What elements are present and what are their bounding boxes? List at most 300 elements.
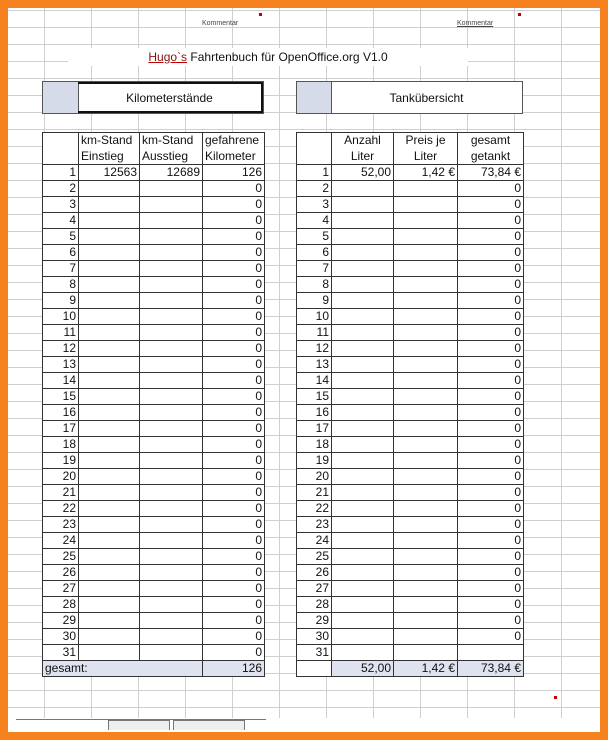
table-row: [297, 485, 524, 501]
table-row: [43, 373, 265, 389]
liter-cell[interactable]: [332, 341, 394, 357]
row-number-cell[interactable]: 12: [297, 341, 332, 357]
total-cell[interactable]: 0: [458, 277, 524, 293]
km-driven-cell[interactable]: 0: [203, 293, 265, 309]
km-driven-cell[interactable]: 0: [203, 373, 265, 389]
total-cell[interactable]: 0: [458, 597, 524, 613]
km-driven-cell[interactable]: 0: [203, 405, 265, 421]
total-cell[interactable]: 0: [458, 613, 524, 629]
km-start-cell[interactable]: [79, 533, 140, 549]
table-row: [297, 293, 524, 309]
km-driven-cell[interactable]: 0: [203, 597, 265, 613]
km-driven-cell[interactable]: 0: [203, 485, 265, 501]
km-end-cell[interactable]: [140, 261, 203, 277]
km-end-cell[interactable]: [140, 501, 203, 517]
row-number-cell[interactable]: 7: [297, 261, 332, 277]
liter-cell[interactable]: [332, 293, 394, 309]
km-driven-cell[interactable]: 0: [203, 341, 265, 357]
row-number-cell[interactable]: 15: [297, 389, 332, 405]
table-row: [297, 309, 524, 325]
km-driven-cell[interactable]: 0: [203, 533, 265, 549]
liter-cell[interactable]: [332, 181, 394, 197]
km-start-cell[interactable]: [79, 501, 140, 517]
km-end-cell[interactable]: [140, 533, 203, 549]
km-driven-cell[interactable]: 0: [203, 645, 265, 661]
price-cell[interactable]: [394, 581, 458, 597]
row-number-cell[interactable]: 27: [297, 581, 332, 597]
header-cell[interactable]: getankt: [458, 149, 524, 165]
liter-cell[interactable]: 52,00: [332, 165, 394, 181]
row-number-cell[interactable]: 4: [297, 213, 332, 229]
row-number-cell[interactable]: 20: [43, 469, 79, 485]
km-start-cell[interactable]: [79, 341, 140, 357]
km-driven-cell[interactable]: 0: [203, 613, 265, 629]
liter-cell[interactable]: [332, 373, 394, 389]
liter-cell[interactable]: [332, 629, 394, 645]
liter-cell[interactable]: [332, 533, 394, 549]
total-cell[interactable]: 0: [458, 581, 524, 597]
row-number-cell[interactable]: 24: [297, 533, 332, 549]
km-driven-cell[interactable]: 0: [203, 581, 265, 597]
price-cell[interactable]: [394, 565, 458, 581]
km-driven-cell[interactable]: 0: [203, 437, 265, 453]
km-driven-cell[interactable]: 0: [203, 549, 265, 565]
table-row: [43, 565, 265, 581]
km-start-cell[interactable]: [79, 469, 140, 485]
comment-indicator-icon[interactable]: [259, 13, 262, 16]
liter-cell[interactable]: [332, 213, 394, 229]
row-number-cell[interactable]: 28: [297, 597, 332, 613]
km-driven-cell[interactable]: 0: [203, 229, 265, 245]
price-cell[interactable]: [394, 245, 458, 261]
total-cell[interactable]: 0: [458, 421, 524, 437]
km-end-cell[interactable]: [140, 405, 203, 421]
km-end-cell[interactable]: [140, 613, 203, 629]
km-end-cell[interactable]: [140, 469, 203, 485]
price-cell[interactable]: [394, 597, 458, 613]
km-end-cell[interactable]: [140, 645, 203, 661]
table-row: [43, 629, 265, 645]
liter-cell[interactable]: [332, 581, 394, 597]
row-number-cell[interactable]: 30: [43, 629, 79, 645]
price-cell[interactable]: [394, 277, 458, 293]
km-driven-cell[interactable]: 0: [203, 389, 265, 405]
total-cell[interactable]: 0: [458, 373, 524, 389]
sheet-tab[interactable]: [173, 720, 245, 730]
row-number-cell[interactable]: 10: [297, 309, 332, 325]
row-number-cell[interactable]: 30: [297, 629, 332, 645]
table-row: [43, 485, 265, 501]
km-end-cell[interactable]: [140, 277, 203, 293]
km-end-cell[interactable]: [140, 629, 203, 645]
price-cell[interactable]: [394, 213, 458, 229]
km-end-cell[interactable]: [140, 229, 203, 245]
price-cell[interactable]: [394, 325, 458, 341]
total-cell[interactable]: [458, 645, 524, 661]
total-cell[interactable]: 0: [458, 405, 524, 421]
liter-cell[interactable]: [332, 517, 394, 533]
km-end-cell[interactable]: [140, 389, 203, 405]
row-number-cell[interactable]: 1: [297, 165, 332, 181]
km-start-cell[interactable]: [79, 581, 140, 597]
cell[interactable]: [297, 133, 332, 149]
cell[interactable]: [43, 149, 79, 165]
km-start-cell[interactable]: [79, 645, 140, 661]
km-end-cell[interactable]: [140, 293, 203, 309]
row-number-cell[interactable]: 19: [297, 453, 332, 469]
km-end-cell[interactable]: [140, 549, 203, 565]
row-number-cell[interactable]: 22: [43, 501, 79, 517]
km-start-cell[interactable]: [79, 213, 140, 229]
price-cell[interactable]: [394, 341, 458, 357]
row-number-cell[interactable]: 26: [297, 565, 332, 581]
row-number-cell[interactable]: 21: [297, 485, 332, 501]
km-end-cell[interactable]: [140, 437, 203, 453]
sheet-title[interactable]: [68, 48, 468, 66]
header-cell[interactable]: Anzahl: [332, 133, 394, 149]
total-cell[interactable]: 0: [458, 501, 524, 517]
price-cell[interactable]: [394, 197, 458, 213]
liter-cell[interactable]: [332, 597, 394, 613]
km-start-cell[interactable]: [79, 197, 140, 213]
km-end-cell[interactable]: [140, 517, 203, 533]
km-driven-cell[interactable]: 0: [203, 469, 265, 485]
km-driven-cell[interactable]: 0: [203, 181, 265, 197]
km-end-cell[interactable]: [140, 485, 203, 501]
row-number-cell[interactable]: 23: [297, 517, 332, 533]
km-end-cell[interactable]: [140, 421, 203, 437]
km-driven-cell[interactable]: 0: [203, 245, 265, 261]
row-number-cell[interactable]: 5: [43, 229, 79, 245]
row-number-cell[interactable]: 15: [43, 389, 79, 405]
total-cell[interactable]: 0: [458, 629, 524, 645]
header-cell[interactable]: km-Stand: [140, 133, 203, 149]
row-number-cell[interactable]: 19: [43, 453, 79, 469]
price-cell[interactable]: [394, 373, 458, 389]
total-cell[interactable]: 0: [458, 533, 524, 549]
total-cell[interactable]: 0: [458, 181, 524, 197]
price-cell[interactable]: [394, 485, 458, 501]
row-number-cell[interactable]: 8: [43, 277, 79, 293]
km-driven-cell[interactable]: 0: [203, 565, 265, 581]
km-end-cell[interactable]: [140, 181, 203, 197]
row-number-cell[interactable]: 3: [297, 197, 332, 213]
price-cell[interactable]: [394, 181, 458, 197]
price-cell[interactable]: [394, 533, 458, 549]
header-cell[interactable]: Preis je: [394, 133, 458, 149]
row-number-cell[interactable]: 16: [297, 405, 332, 421]
liter-cell[interactable]: [332, 549, 394, 565]
row-number-cell[interactable]: 28: [43, 597, 79, 613]
total-cell[interactable]: 0: [458, 229, 524, 245]
km-start-cell[interactable]: [79, 517, 140, 533]
km-start-cell[interactable]: [79, 389, 140, 405]
km-driven-cell[interactable]: 126: [203, 165, 265, 181]
row-number-cell[interactable]: 25: [297, 549, 332, 565]
km-start-cell[interactable]: [79, 453, 140, 469]
total-cell[interactable]: 0: [458, 325, 524, 341]
row-number-cell[interactable]: 31: [297, 645, 332, 661]
km-driven-cell[interactable]: 0: [203, 309, 265, 325]
liter-cell[interactable]: [332, 453, 394, 469]
price-cell[interactable]: [394, 309, 458, 325]
price-cell[interactable]: [394, 549, 458, 565]
cell[interactable]: [297, 661, 332, 677]
price-cell[interactable]: [394, 421, 458, 437]
price-cell[interactable]: [394, 645, 458, 661]
header-cell[interactable]: Liter: [332, 149, 394, 165]
liter-cell[interactable]: [332, 325, 394, 341]
liter-cell[interactable]: [332, 645, 394, 661]
row-number-cell[interactable]: 1: [43, 165, 79, 181]
km-driven-cell[interactable]: 0: [203, 325, 265, 341]
km-driven-cell[interactable]: 0: [203, 197, 265, 213]
km-start-cell[interactable]: [79, 485, 140, 501]
spreadsheet-canvas[interactable]: [8, 8, 600, 732]
row-number-cell[interactable]: 29: [297, 613, 332, 629]
table-row: [43, 389, 265, 405]
km-end-cell[interactable]: [140, 597, 203, 613]
km-driven-cell[interactable]: 0: [203, 277, 265, 293]
header-cell[interactable]: Ausstieg: [140, 149, 203, 165]
liter-cell[interactable]: [332, 437, 394, 453]
liter-cell[interactable]: [332, 261, 394, 277]
row-number-cell[interactable]: 4: [43, 213, 79, 229]
total-cell[interactable]: 0: [458, 197, 524, 213]
row-number-cell[interactable]: 14: [297, 373, 332, 389]
row-number-cell[interactable]: 16: [43, 405, 79, 421]
total-cell[interactable]: 0: [458, 245, 524, 261]
row-number-cell[interactable]: 17: [297, 421, 332, 437]
row-number-cell[interactable]: 25: [43, 549, 79, 565]
km-end-cell[interactable]: [140, 213, 203, 229]
total-label-cell[interactable]: gesamt:: [43, 661, 203, 677]
km-driven-cell[interactable]: 0: [203, 421, 265, 437]
total-cell[interactable]: 0: [458, 389, 524, 405]
km-start-cell[interactable]: [79, 245, 140, 261]
liter-cell[interactable]: [332, 421, 394, 437]
km-start-cell[interactable]: [79, 229, 140, 245]
price-cell[interactable]: [394, 517, 458, 533]
total-cell[interactable]: 0: [458, 453, 524, 469]
total-cell[interactable]: 0: [458, 549, 524, 565]
header-cell[interactable]: gefahrene: [203, 133, 265, 149]
table-row: [43, 325, 265, 341]
header-cell[interactable]: Liter: [394, 149, 458, 165]
km-start-cell[interactable]: [79, 181, 140, 197]
row-number-cell[interactable]: 12: [43, 341, 79, 357]
tank-header-box[interactable]: [296, 81, 523, 114]
km-start-cell[interactable]: [79, 293, 140, 309]
liter-cell[interactable]: [332, 389, 394, 405]
row-number-cell[interactable]: 26: [43, 565, 79, 581]
row-number-cell[interactable]: 6: [297, 245, 332, 261]
km-driven-cell[interactable]: 0: [203, 501, 265, 517]
row-number-cell[interactable]: 2: [43, 181, 79, 197]
row-number-cell[interactable]: 23: [43, 517, 79, 533]
price-cell[interactable]: [394, 357, 458, 373]
comment-indicator-icon[interactable]: [554, 696, 557, 699]
km-start-cell[interactable]: [79, 405, 140, 421]
km-end-cell[interactable]: [140, 581, 203, 597]
row-number-cell[interactable]: 14: [43, 373, 79, 389]
price-cell[interactable]: [394, 453, 458, 469]
row-number-cell[interactable]: 18: [297, 437, 332, 453]
price-cell[interactable]: [394, 501, 458, 517]
table-row: [297, 437, 524, 453]
row-number-cell[interactable]: 11: [43, 325, 79, 341]
total-cell[interactable]: 0: [458, 261, 524, 277]
header-cell[interactable]: Einstieg: [79, 149, 140, 165]
table-row: [43, 469, 265, 485]
liter-cell[interactable]: [332, 485, 394, 501]
row-number-cell[interactable]: 13: [297, 357, 332, 373]
liter-cell[interactable]: [332, 245, 394, 261]
header-cell[interactable]: Kilometer: [203, 149, 265, 165]
row-number-cell[interactable]: 11: [297, 325, 332, 341]
total-price-cell[interactable]: 1,42 €: [394, 661, 458, 677]
row-number-cell[interactable]: 22: [297, 501, 332, 517]
liter-cell[interactable]: [332, 229, 394, 245]
km-start-cell[interactable]: [79, 357, 140, 373]
total-cell[interactable]: 0: [458, 437, 524, 453]
cell[interactable]: [43, 133, 79, 149]
row-number-cell[interactable]: 18: [43, 437, 79, 453]
table-row: [297, 229, 524, 245]
km-driven-cell[interactable]: 0: [203, 213, 265, 229]
total-km-cell[interactable]: 126: [203, 661, 265, 677]
total-cell[interactable]: 0: [458, 309, 524, 325]
total-cell[interactable]: 0: [458, 565, 524, 581]
km-start-cell[interactable]: 12563: [79, 165, 140, 181]
liter-cell[interactable]: [332, 197, 394, 213]
total-cell[interactable]: 73,84 €: [458, 165, 524, 181]
total-cell[interactable]: 0: [458, 469, 524, 485]
km-start-cell[interactable]: [79, 261, 140, 277]
row-number-cell[interactable]: 20: [297, 469, 332, 485]
row-number-cell[interactable]: 24: [43, 533, 79, 549]
price-cell[interactable]: [394, 293, 458, 309]
price-cell[interactable]: [394, 405, 458, 421]
km-start-cell[interactable]: [79, 277, 140, 293]
km-start-cell[interactable]: [79, 309, 140, 325]
table-row: [297, 405, 524, 421]
km-start-cell[interactable]: [79, 597, 140, 613]
row-number-cell[interactable]: 2: [297, 181, 332, 197]
price-cell[interactable]: [394, 469, 458, 485]
km-end-cell[interactable]: [140, 325, 203, 341]
table-row: [297, 389, 524, 405]
table-row: [297, 181, 524, 197]
total-sum-cell[interactable]: 73,84 €: [458, 661, 524, 677]
table-row: [297, 213, 524, 229]
kilometer-header-box[interactable]: [42, 81, 264, 114]
km-start-cell[interactable]: [79, 613, 140, 629]
liter-cell[interactable]: [332, 469, 394, 485]
km-start-cell[interactable]: [79, 565, 140, 581]
total-cell[interactable]: 0: [458, 517, 524, 533]
liter-cell[interactable]: [332, 309, 394, 325]
liter-cell[interactable]: [332, 501, 394, 517]
total-liter-cell[interactable]: 52,00: [332, 661, 394, 677]
row-number-cell[interactable]: 13: [43, 357, 79, 373]
table-row: [43, 437, 265, 453]
row-number-cell[interactable]: 9: [43, 293, 79, 309]
km-end-cell[interactable]: [140, 197, 203, 213]
row-number-cell[interactable]: 31: [43, 645, 79, 661]
liter-cell[interactable]: [332, 565, 394, 581]
row-number-cell[interactable]: 10: [43, 309, 79, 325]
table-row: [297, 613, 524, 629]
price-cell[interactable]: [394, 261, 458, 277]
cell[interactable]: [297, 149, 332, 165]
table-row: [43, 181, 265, 197]
km-start-cell[interactable]: [79, 629, 140, 645]
km-start-cell[interactable]: [79, 421, 140, 437]
price-cell[interactable]: [394, 613, 458, 629]
sheet-tab[interactable]: [108, 720, 170, 730]
row-number-cell[interactable]: 21: [43, 485, 79, 501]
table-row: [43, 501, 265, 517]
km-start-cell[interactable]: [79, 325, 140, 341]
km-driven-cell[interactable]: 0: [203, 629, 265, 645]
header-cell[interactable]: gesamt: [458, 133, 524, 149]
km-start-cell[interactable]: [79, 549, 140, 565]
row-number-cell[interactable]: 9: [297, 293, 332, 309]
km-start-cell[interactable]: [79, 373, 140, 389]
row-number-cell[interactable]: 17: [43, 421, 79, 437]
km-end-cell[interactable]: [140, 373, 203, 389]
row-number-cell[interactable]: 3: [43, 197, 79, 213]
row-number-cell[interactable]: 7: [43, 261, 79, 277]
km-end-cell[interactable]: [140, 453, 203, 469]
total-cell[interactable]: 0: [458, 341, 524, 357]
km-driven-cell[interactable]: 0: [203, 261, 265, 277]
row-number-cell[interactable]: 8: [297, 277, 332, 293]
total-cell[interactable]: 0: [458, 293, 524, 309]
km-driven-cell[interactable]: 0: [203, 517, 265, 533]
row-number-cell[interactable]: 27: [43, 581, 79, 597]
price-cell[interactable]: [394, 389, 458, 405]
km-driven-cell[interactable]: 0: [203, 357, 265, 373]
header-cell[interactable]: km-Stand: [79, 133, 140, 149]
km-end-cell[interactable]: 12689: [140, 165, 203, 181]
price-cell[interactable]: [394, 629, 458, 645]
table-row: [43, 357, 265, 373]
price-cell[interactable]: [394, 229, 458, 245]
total-cell[interactable]: 0: [458, 213, 524, 229]
km-end-cell[interactable]: [140, 357, 203, 373]
row-number-cell[interactable]: 29: [43, 613, 79, 629]
liter-cell[interactable]: [332, 277, 394, 293]
km-start-cell[interactable]: [79, 437, 140, 453]
km-end-cell[interactable]: [140, 245, 203, 261]
price-cell[interactable]: [394, 437, 458, 453]
liter-cell[interactable]: [332, 405, 394, 421]
comment-indicator-icon[interactable]: [518, 13, 521, 16]
row-number-cell[interactable]: 6: [43, 245, 79, 261]
liter-cell[interactable]: [332, 613, 394, 629]
price-cell[interactable]: 1,42 €: [394, 165, 458, 181]
total-cell[interactable]: 0: [458, 485, 524, 501]
total-cell[interactable]: 0: [458, 357, 524, 373]
km-driven-cell[interactable]: 0: [203, 453, 265, 469]
liter-cell[interactable]: [332, 357, 394, 373]
km-end-cell[interactable]: [140, 341, 203, 357]
km-end-cell[interactable]: [140, 309, 203, 325]
row-number-cell[interactable]: 5: [297, 229, 332, 245]
km-end-cell[interactable]: [140, 565, 203, 581]
